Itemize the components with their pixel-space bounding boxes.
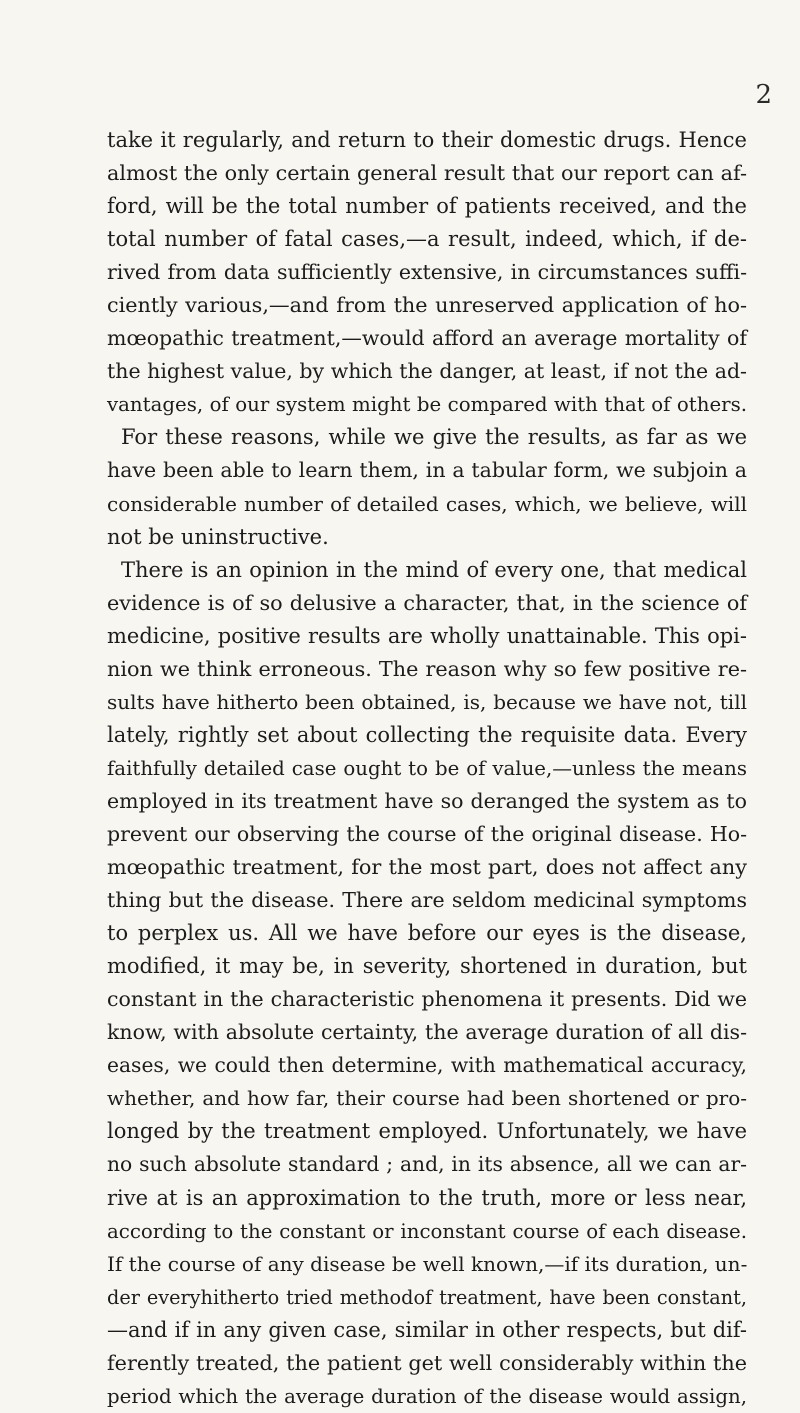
text-line: prevent our observing the course of the original disease. Ho- (107, 821, 747, 846)
text-line: ford, will be the total number of patients received, and the (107, 194, 747, 219)
text-line: modified, it may be, in severity, shortened in duration, but (107, 954, 747, 979)
text-line: —and if in any given case, similar in other respects, but dif- (107, 1317, 747, 1342)
text-line: total number of fatal cases,—a result, indeed, which, if de- (107, 227, 747, 252)
text-line: constant in the characteristic phenomena it presents. Did we (107, 987, 747, 1012)
text-line: For these reasons, while we give the results, as far as we (121, 425, 747, 450)
text-line: ferently treated, the patient get well considerably within the (107, 1350, 747, 1375)
text-line: to perplex us. All we have before our eyes is the disease, (107, 921, 747, 946)
text-line: evidence is of so delusive a character, that, in the science of (107, 590, 747, 615)
text-line: ciently various,—and from the unreserved application of ho- (107, 293, 747, 318)
text-line: medicine, positive results are wholly unattainable. This opi- (107, 623, 747, 648)
page-body (107, 124, 747, 1413)
text-line: know, with absolute certainty, the average duration of all dis- (107, 1020, 747, 1045)
text-line: take it regularly, and return to their domestic drugs. Hence (107, 128, 747, 152)
text-line: have been able to learn them, in a tabular form, we subjoin a (107, 458, 747, 483)
page-number: 2 (755, 80, 772, 110)
text-line: faithfully detailed case ought to be of value,—unless the means (107, 756, 747, 780)
text-line: considerable number of detailed cases, which, we believe, will (107, 491, 747, 516)
text-line: employed in its treatment have so deranged the system as to (107, 788, 747, 813)
text-line: rive at is an approximation to the truth, more or less near, (107, 1185, 747, 1210)
text-line: period which the average duration of the disease would assign, (107, 1384, 747, 1408)
text-line: If the course of any disease be well known,—if its duration, un- (107, 1251, 748, 1276)
text-line: vantages, of our system might be compared with that of others. (107, 393, 747, 417)
text-line: mœopathic treatment,—would afford an average mortality of (107, 326, 747, 351)
text-line: nion we think erroneous. The reason why so few positive re- (107, 656, 747, 681)
text-line: eases, we could then determine, with mathematical accuracy, (107, 1053, 747, 1078)
text-line: whether, and how far, their course had been shortened or pro- (107, 1086, 747, 1111)
text-line: not be uninstructive. (107, 524, 329, 549)
text-line: longed by the treatment employed. Unfortunately, we have (107, 1119, 747, 1144)
text-line: almost the only certain general result that our report can af- (107, 161, 747, 186)
text-line: rived from data sufficiently extensive, in circumstances suffi- (107, 260, 747, 285)
text-line: mœopathic treatment, for the most part, does not affect any (107, 855, 747, 880)
text-line: sults have hitherto been obtained, is, because we have not, till (107, 689, 747, 714)
text-line: der everyhitherto tried methodof treatment, have been constant, (107, 1285, 747, 1309)
text-line: the highest value, by which the danger, at least, if not the ad- (107, 359, 747, 384)
text-line: lately, rightly set about collecting the requisite data. Every (107, 722, 747, 747)
text-line: according to the constant or inconstant course of each disease. (107, 1219, 747, 1243)
text-line: There is an opinion in the mind of every one, that medical (121, 557, 747, 582)
text-line: thing but the disease. There are seldom medicinal symptoms (107, 888, 747, 913)
text-line: no such absolute standard ; and, in its absence, all we can ar- (107, 1152, 747, 1177)
